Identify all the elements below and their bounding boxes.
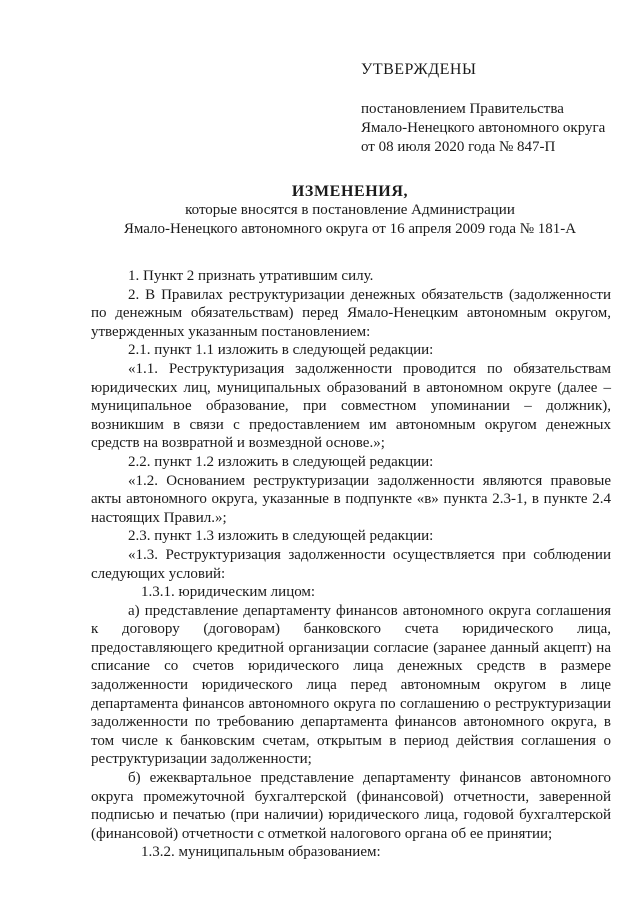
paragraph: 1. Пункт 2 признать утратившим силу. (128, 268, 374, 284)
paragraph: «1.3. Реструктуризация задолженности осуществляется при соблюдении следующих условий: (91, 546, 611, 582)
paragraph: 2.2. пункт 1.2 изложить в следующей редакции: (128, 453, 434, 470)
document-title-block (60, 182, 640, 239)
paragraph: 2. В Правилах реструктуризации денежных обязательств (задолженности по денежным обязательствам) перед Ямало-Ненецким автономным округом, утвержденных указанным постановлением: (91, 286, 611, 340)
approval-title: УТВЕРЖДЕНЫ (361, 61, 477, 78)
approval-line: от 08 июля 2020 года № 847-П (361, 139, 556, 155)
document-subtitle-line: Ямало-Ненецкого автономного округа от 16 апреля 2009 года № 181-А (123, 221, 577, 237)
paragraph: б) ежеквартальное представление департаменту финансов автономного округа промежуточной бухгалтерской (финансовой) отчетности, заверенной подписью и печатью (при наличии) юридического лица, годовой бухгалтерской (финансовой) отчетности с отметкой налогового органа об ее принятии; (91, 770, 611, 842)
approval-line: Ямало-Ненецкого автономного округа (361, 120, 606, 136)
document-title: ИЗМЕНЕНИЯ, (291, 183, 409, 200)
document-body (91, 267, 611, 862)
document-subtitle-line: которые вносятся в постановление Администрации (185, 202, 515, 218)
paragraph: 2.1. пункт 1.1 изложить в следующей редакции: (128, 342, 434, 359)
paragraph: 2.3. пункт 1.3 изложить в следующей редакции: (128, 528, 434, 545)
paragraph: а) представление департаменту финансов автономного округа соглашения к договору (договорам) банковского счета юридического лица, предоставляющего кредитной организации согласие (заранее данный акцепт) на списание со счетов юридического лица денежных средств в размере задолженности юридического лица перед автономным округом в лице департамента финансов автономного округа по соглашению о реструктуризации задолженности по требованию департамента финансов автономного округа, в том числе к банковским счетам, открытым в период действия соглашения о реструктуризации задолженности; (91, 602, 611, 768)
paragraph: 1.3.2. муниципальным образованием: (141, 844, 381, 861)
approval-block (361, 60, 621, 157)
paragraph: «1.2. Основанием реструктуризации задолженности являются правовые акты автономного округа, указанные в подпункте «в» пункта 2.3-1, в пункте 2.4 настоящих Правил.»; (91, 472, 611, 526)
paragraph: «1.1. Реструктуризация задолженности проводится по обязательствам юридических лиц, муниципальных образований в автономном округе (далее – муниципальное образование, при совместном упоминании – должник), возникшим в связи с предоставлением им автономным округом денежных средств на возвратной и возмездной основе.»; (91, 360, 611, 452)
approval-line: постановлением Правительства (361, 101, 564, 117)
paragraph: 1.3.1. юридическим лицом: (141, 584, 316, 601)
